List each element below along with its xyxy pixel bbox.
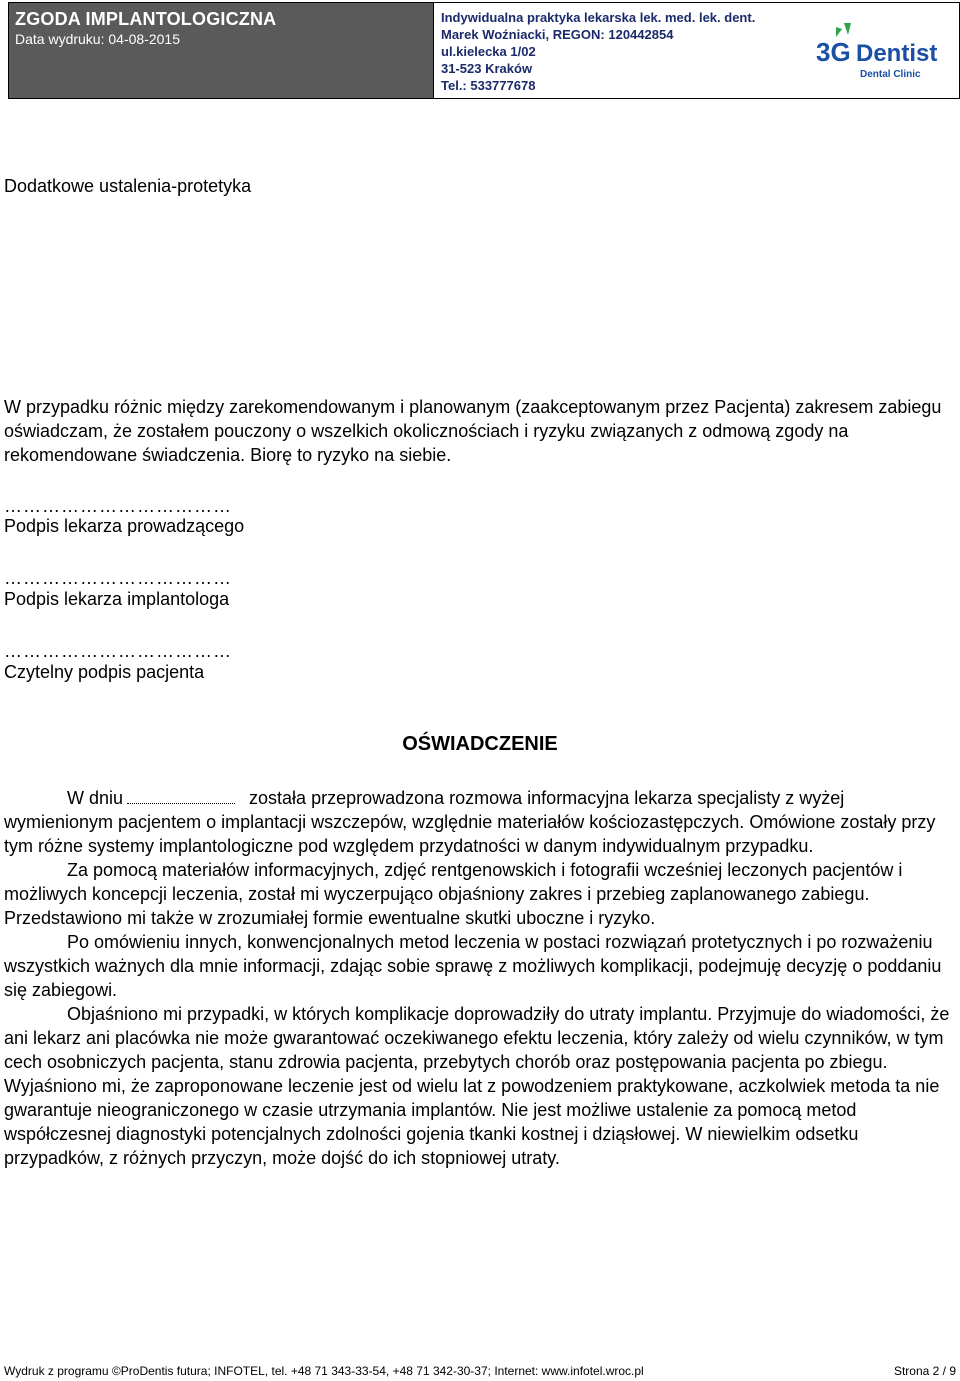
declaration-text: została przeprowadzona rozmowa informacyjna lekarza specjalisty z wyżej wymienionym pacjentem o implantacji wszczepów, względnie materiałów kościozastępczych. Omówione zostały przy tym różne systemy implantologiczne pod względem przydatności w danym indywidualnym przypadku. [4,788,936,856]
practice-info [441,9,811,94]
declaration-paragraph [4,786,952,858]
page-number: Strona 2 / 9 [893,1364,956,1378]
declaration-paragraph: Po omówieniu innych, konwencjonalnych metod leczenia w postaci rozwiązań protetycznych i po rozważeniu wszystkich ważnych dla mnie informacji, zdając sobie sprawę z możliwych komplikacji, podejmuję decyzję o poddaniu się zabiegowi. [4,932,942,1000]
print-date: Data wydruku: 04-08-2015 [15,31,180,47]
svg-text:Dentist: Dentist [856,40,938,67]
signature-label: Czytelny podpis pacjenta [4,662,205,682]
clinic-logo [814,19,954,83]
declaration-paragraph: Za pomocą materiałów informacyjnych, zdjęć rentgenowskich i fotografii wcześniej leczonych pacjentów i możliwych koncepcji leczenia, został mi wyczerpująco objaśniony zakres i przebieg zaplanowanego zabiegu. Przedstawiono mi także w zrozumiałej formie ewentualne skutki uboczne i ryzyko. [4,860,903,928]
header-title-box [9,3,434,98]
section-title: Dodatkowe ustalenia-protetyka [4,176,252,196]
declaration-paragraph: Objaśniono mi przypadki, w których komplikacje doprowadziły do utraty implantu. Przyjmuje do wiadomości, że ani lekarz ani placówka nie może gwarantować oczekiwanego efektu leczenia, który zależy od wielu czynników, w tym cech osobniczych pacjenta, stanu zdrowia pacjenta, przebytych chorób oraz postępowania pacjenta po zbiegu. Wyjaśniono mi, że zaproponowane leczenie jest od wielu lat z powodzeniem praktykowane, aczkolwiek metoda ta nie gwarantuje nieograniczonego w czasie utrzymania implantów. Nie jest możliwe ustalenie za pomocą metod współczesnej diagnostyki potencjalnych zdolności gojenia tkanki kostnej i dziąsłowej. W niewielkim odsetku przypadków, z różnych przyczyn, może dojść do ich stopniowej utraty. [4,1004,950,1168]
practice-line: 31-523 Kraków [441,61,533,76]
signature-line: ……………………………… [4,568,232,588]
practice-line: Tel.: 533777678 [441,78,536,93]
declaration-title: OŚWIADCZENIE [402,733,558,755]
signature-line: ……………………………… [4,496,232,516]
document-header [8,2,960,99]
signature-line: ……………………………… [4,641,232,661]
declaration-body [4,786,952,1170]
signature-label: Podpis lekarza prowadzącego [4,516,245,536]
svg-text:3G: 3G [816,37,851,67]
date-blank-field[interactable] [127,789,235,804]
footer-print-info: Wydruk z programu ©ProDentis futura; INFOTEL, tel. +48 71 343-33-54, +48 71 342-30-37; Internet: www.infotel.wroc.pl [4,1364,644,1378]
svg-text:Dental Clinic: Dental Clinic [860,69,921,80]
signature-label: Podpis lekarza implantologa [4,589,230,609]
document-title: ZGODA IMPLANTOLOGICZNA [15,9,277,29]
risk-paragraph: W przypadku różnic między zarekomendowanym i planowanym (zaakceptowanym przez Pacjenta) zakresem zabiegu oświadczam, że zostałem pouczony o wszelkich okolicznościach i ryzyku związanych z odmową zgody na rekomendowane świadczenia. Biorę to ryzyko na siebie. [4,397,942,465]
date-prefix: W dniu [67,788,124,808]
practice-line: ul.kielecka 1/02 [441,44,536,59]
practice-line: Indywidualna praktyka lekarska lek. med. lek. dent. [441,10,756,25]
practice-line: Marek Woźniacki, REGON: 120442854 [441,27,674,42]
